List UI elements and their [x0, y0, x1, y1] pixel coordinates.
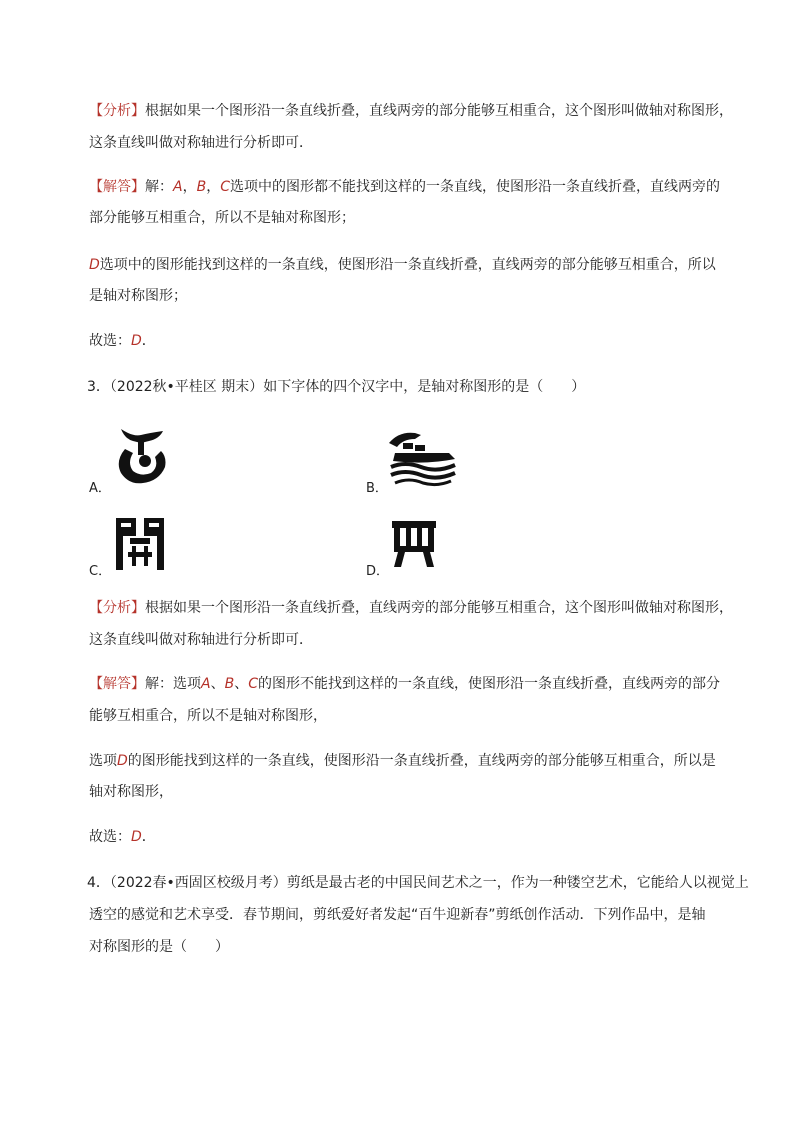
q3-analysis-line-1: 【分析】根据如果一个图形沿一条直线折叠，直线两旁的部分能够互相重合，这个图形叫做轴对称图形，	[89, 600, 733, 616]
q3-solution-line-3: 选项D的图形能找到这样的一条直线，使图形沿一条直线折叠，直线两旁的部分能够互相重合，所以是	[89, 753, 716, 769]
option-a-label: A．	[89, 481, 111, 496]
option-d-label: D．	[366, 564, 390, 579]
q3-solution-line-2: 能够互相重合，所以不是轴对称图形，	[89, 708, 327, 724]
solution-line-3: D选项中的图形能找到这样的一条直线，使图形沿一条直线折叠，直线两旁的部分能够互相重合，所以	[89, 257, 716, 273]
question-4-line-1: 4．（2022春•西固区校级月考）剪纸是最古老的中国民间艺术之一，作为一种镂空艺术，它能给人以视觉上	[87, 875, 749, 891]
option-b-label: B．	[366, 481, 388, 496]
solution-line-2: 部分能够互相重合，所以不是轴对称图形；	[89, 210, 355, 226]
question-4-line-3: 对称图形的是（ ）	[89, 939, 229, 955]
solution-tag: 【解答】	[89, 179, 145, 195]
option-a-glyph-icon	[111, 427, 171, 489]
q3-solution-answer: 故选：D．	[89, 829, 156, 845]
option-c-glyph-icon	[114, 516, 166, 572]
solution-line-1: 【解答】解：A，B，C选项中的图形都不能找到这样的一条直线，使图形沿一条直线折叠，直线两旁的	[89, 179, 720, 195]
question-4-line-2: 透空的感觉和艺术享受．春节期间，剪纸爱好者发起“百牛迎新春”剪纸创作活动．下列作品中，是轴	[89, 907, 706, 923]
option-d-glyph-icon	[390, 519, 438, 569]
q3-solution-line-4: 轴对称图形，	[89, 784, 173, 800]
question-3-stem: 3．（2022秋•平桂区 期末）如下字体的四个汉字中，是轴对称图形的是（ ）	[87, 379, 586, 395]
analysis-tag: 【分析】	[89, 103, 145, 119]
option-c-label: C．	[89, 564, 112, 579]
q3-analysis-line-2: 这条直线叫做对称轴进行分析即可．	[89, 632, 313, 648]
q3-solution-line-1: 【解答】解：选项A、B、C的图形不能找到这样的一条直线，使图形沿一条直线折叠，直线两旁的部分	[89, 676, 720, 692]
solution-line-4: 是轴对称图形；	[89, 288, 187, 304]
q3-analysis-tag: 【分析】	[89, 600, 145, 616]
option-b-glyph-icon	[385, 429, 459, 487]
solution-answer: 故选：D．	[89, 333, 156, 349]
analysis-line-2: 这条直线叫做对称轴进行分析即可．	[89, 135, 313, 151]
q3-solution-tag: 【解答】	[89, 676, 145, 692]
analysis-line-1: 【分析】根据如果一个图形沿一条直线折叠，直线两旁的部分能够互相重合，这个图形叫做轴对称图形，	[89, 103, 733, 119]
